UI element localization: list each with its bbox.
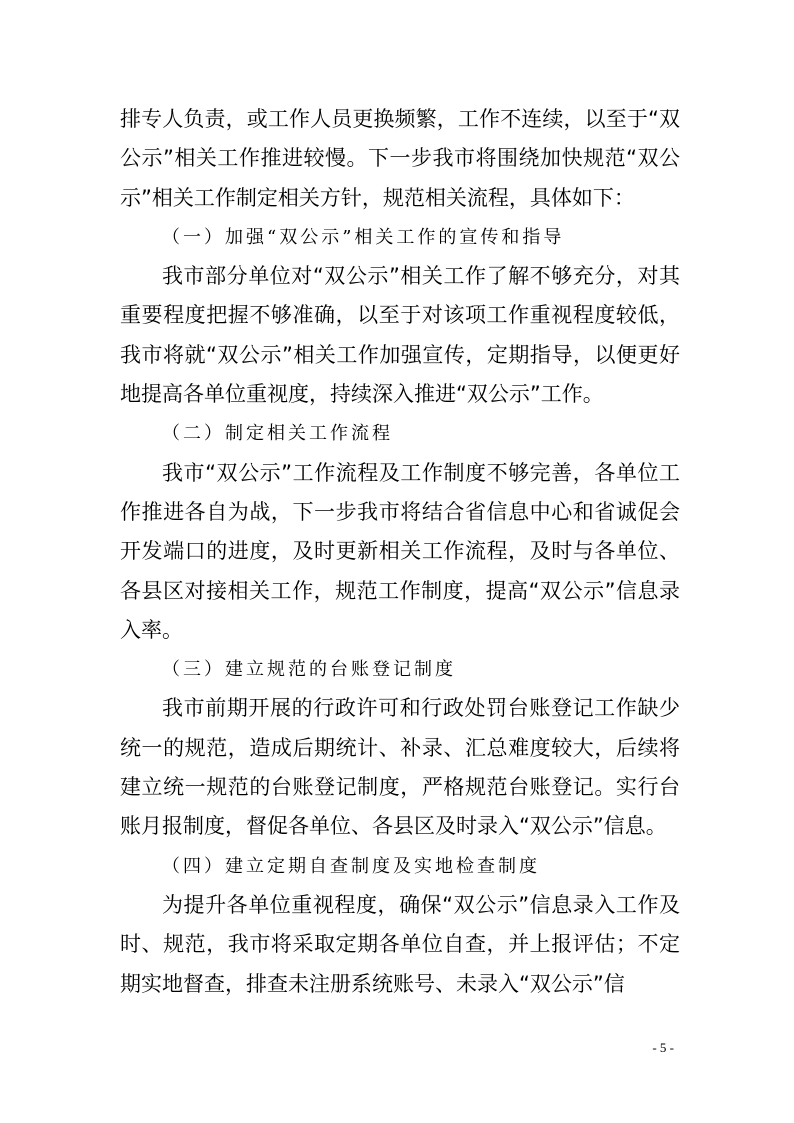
body-paragraph-3: 我市前期开展的行政许可和行政处罚台账登记工作缺少统一的规范，造成后期统计、补录、汇总难度较大，后续将建立统一规范的台账登记制度，严格规范台账登记。实行台账月报制度，督促各单位、各县区及时录入“双公示”信息。 xyxy=(120,696,680,839)
page-number: - 5 - xyxy=(652,1040,674,1055)
body-paragraph-2: 我市“双公示”工作流程及工作制度不够完善，各单位工作推进各自为战，下一步我市将结合省信息中心和省诚促会开发端口的进度，及时更新相关工作流程，及时与各单位、各县区对接相关工作，规范工作制度，提高“双公示”信息录入率。 xyxy=(120,460,680,642)
section-heading-1: （一）加强“双公示”相关工作的宣传和指导 xyxy=(162,226,565,248)
section-heading-4: （四）建立定期自查制度及实地检查制度 xyxy=(162,855,540,877)
body-paragraph-4: 为提升各单位重视程度，确保“双公示”信息录入工作及时、规范，我市将采取定期各单位自查，并上报评估；不定期实地督查，排查未注册系统账号、未录入“双公示”信 xyxy=(120,892,680,996)
section-heading-2: （二）制定相关工作流程 xyxy=(162,423,393,445)
section-heading-3: （三）建立规范的台账登记制度 xyxy=(162,659,456,681)
body-paragraph-continuation: 排专人负责，或工作人员更换频繁，工作不连续，以至于“双公示”相关工作推进较慢。下一步我市将围绕加快规范“双公示”相关工作制定相关方针，规范相关流程，具体如下： xyxy=(120,107,680,210)
document-body xyxy=(120,100,680,1004)
body-paragraph-1: 我市部分单位对“双公示”相关工作了解不够充分，对其重要程度把握不够准确，以至于对该项工作重视程度较低，我市将就“双公示”相关工作加强宣传，定期指导，以便更好地提高各单位重视度，持续深入推进“双公示”工作。 xyxy=(120,264,680,407)
